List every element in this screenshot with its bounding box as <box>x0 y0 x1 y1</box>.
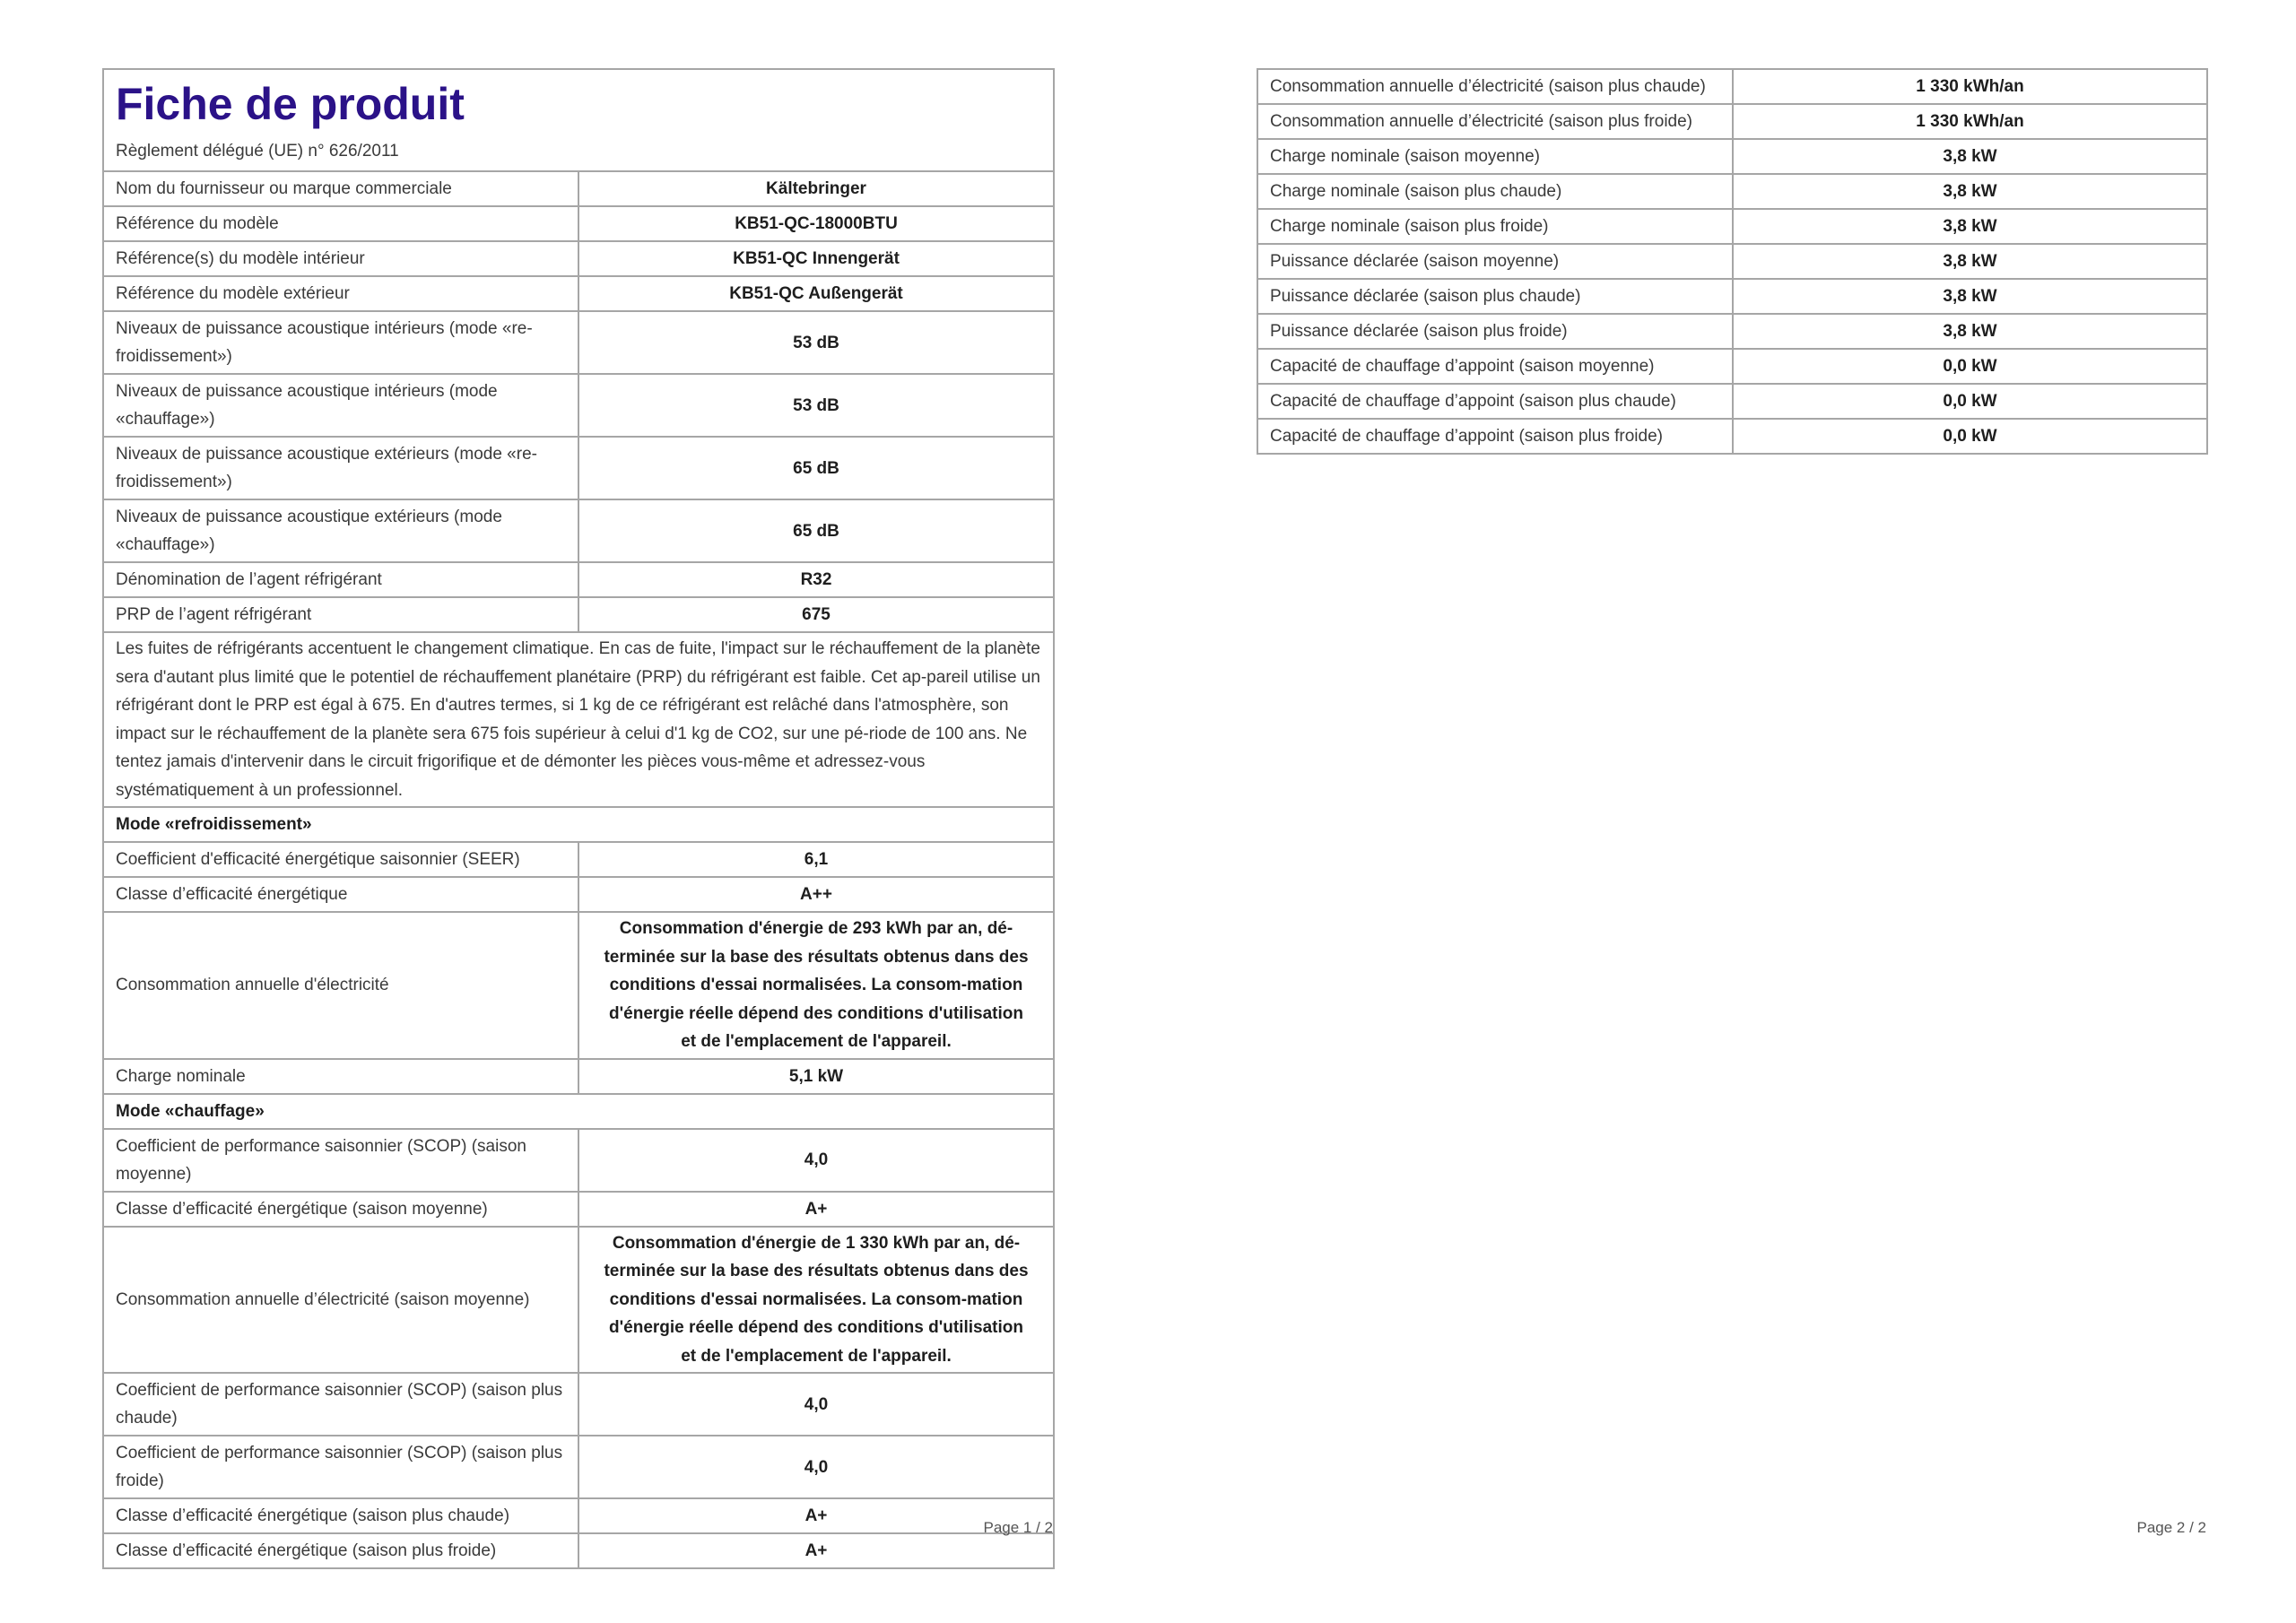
row-label: Niveaux de puissance acoustique extérieurs (mode «chauffage») <box>103 499 578 562</box>
row-value: 53 dB <box>578 374 1054 437</box>
table-row <box>103 1533 1054 1568</box>
row-value: KB51-QC-18000BTU <box>578 206 1054 241</box>
table-row <box>1257 314 2207 349</box>
row-value: 3,8 kW <box>1733 244 2207 279</box>
row-value: 65 dB <box>578 437 1054 499</box>
row-label: Charge nominale (saison plus froide) <box>1257 209 1733 244</box>
section-heading-heating: Mode «chauffage» <box>103 1094 1054 1129</box>
row-value: 675 <box>578 597 1054 632</box>
table-row <box>1257 209 2207 244</box>
row-value: 3,8 kW <box>1733 314 2207 349</box>
row-value: 4,0 <box>578 1436 1054 1498</box>
row-label: Consommation annuelle d’électricité (saison moyenne) <box>103 1227 578 1374</box>
table-row <box>103 1373 1054 1436</box>
row-value: 4,0 <box>578 1129 1054 1192</box>
table-row <box>103 1498 1054 1533</box>
table-row <box>103 842 1054 877</box>
row-label: Référence(s) du modèle intérieur <box>103 241 578 276</box>
row-label: Charge nominale (saison moyenne) <box>1257 139 1733 174</box>
table-row <box>103 499 1054 562</box>
header-cell <box>103 69 1054 171</box>
row-label: Classe d’efficacité énergétique (saison moyenne) <box>103 1192 578 1227</box>
row-value: 6,1 <box>578 842 1054 877</box>
row-label: Capacité de chauffage d’appoint (saison moyenne) <box>1257 349 1733 384</box>
regulation-reference: Règlement délégué (UE) n° 626/2011 <box>116 142 399 161</box>
table-row <box>1257 419 2207 454</box>
table-row <box>1257 279 2207 314</box>
table-row <box>1257 244 2207 279</box>
row-label: Niveaux de puissance acoustique extérieurs (mode «re-froidissement») <box>103 437 578 499</box>
row-value: A++ <box>578 877 1054 912</box>
row-label: Coefficient de performance saisonnier (SCOP) (saison plus froide) <box>103 1436 578 1498</box>
product-sheet-table-page-1 <box>102 68 1055 1569</box>
page-title: Fiche de produit <box>116 79 465 129</box>
table-row <box>1257 69 2207 104</box>
table-row <box>103 1436 1054 1498</box>
table-row <box>103 311 1054 374</box>
section-row <box>103 1094 1054 1129</box>
row-label: Consommation annuelle d’électricité (saison plus chaude) <box>1257 69 1733 104</box>
row-label: Référence du modèle <box>103 206 578 241</box>
table-row <box>1257 384 2207 419</box>
table-row <box>1257 174 2207 209</box>
row-value: 3,8 kW <box>1733 174 2207 209</box>
table-row <box>103 276 1054 311</box>
row-value: A+ <box>578 1533 1054 1568</box>
table-row <box>103 437 1054 499</box>
row-value: 0,0 kW <box>1733 419 2207 454</box>
row-value: 0,0 kW <box>1733 349 2207 384</box>
page-number: Page 2 / 2 <box>2136 1519 2206 1536</box>
section-heading-cooling: Mode «refroidissement» <box>103 807 1054 842</box>
row-label: Coefficient de performance saisonnier (SCOP) (saison plus chaude) <box>103 1373 578 1436</box>
row-value: 5,1 kW <box>578 1059 1054 1094</box>
product-sheet-table-page-2 <box>1257 68 2208 455</box>
row-value: A+ <box>578 1498 1054 1533</box>
table-row <box>103 374 1054 437</box>
table-row <box>103 632 1054 807</box>
row-label: Capacité de chauffage d’appoint (saison plus chaude) <box>1257 384 1733 419</box>
table-row <box>103 1059 1054 1094</box>
table-row <box>103 241 1054 276</box>
row-label: Coefficient d'efficacité énergétique saisonnier (SEER) <box>103 842 578 877</box>
row-value: 3,8 kW <box>1733 279 2207 314</box>
table-row <box>103 1192 1054 1227</box>
row-value: 65 dB <box>578 499 1054 562</box>
table-row <box>103 597 1054 632</box>
row-label: Puissance déclarée (saison plus chaude) <box>1257 279 1733 314</box>
row-value: 4,0 <box>578 1373 1054 1436</box>
row-label: Niveaux de puissance acoustique intérieurs (mode «re-froidissement») <box>103 311 578 374</box>
row-label: Charge nominale <box>103 1059 578 1094</box>
row-value: 3,8 kW <box>1733 209 2207 244</box>
row-value: 1 330 kWh/an <box>1733 104 2207 139</box>
table-row <box>103 206 1054 241</box>
table-row <box>103 171 1054 206</box>
row-label: Consommation annuelle d'électricité <box>103 912 578 1059</box>
row-label: Classe d’efficacité énergétique (saison plus chaude) <box>103 1498 578 1533</box>
table-row <box>103 1227 1054 1374</box>
row-value: 3,8 kW <box>1733 139 2207 174</box>
row-label: Puissance déclarée (saison moyenne) <box>1257 244 1733 279</box>
row-value: Kältebringer <box>578 171 1054 206</box>
row-value: Consommation d'énergie de 293 kWh par an, dé-terminée sur la base des résultats obtenus dans des conditions d'essai normalisées. La consom-mation d'énergie réelle dépend des conditions d'utilisation et de l'emplacement de l'appareil. <box>578 912 1054 1059</box>
row-label: Coefficient de performance saisonnier (SCOP) (saison moyenne) <box>103 1129 578 1192</box>
row-label: Référence du modèle extérieur <box>103 276 578 311</box>
row-value: KB51-QC Innengerät <box>578 241 1054 276</box>
row-value: KB51-QC Außengerät <box>578 276 1054 311</box>
row-value: 0,0 kW <box>1733 384 2207 419</box>
row-label: Classe d’efficacité énergétique <box>103 877 578 912</box>
row-label: Classe d’efficacité énergétique (saison plus froide) <box>103 1533 578 1568</box>
row-value: 53 dB <box>578 311 1054 374</box>
table-row <box>103 1129 1054 1192</box>
refrigerant-note: Les fuites de réfrigérants accentuent le changement climatique. En cas de fuite, l'impact sur le réchauffement de la planète sera d'autant plus limité que le potentiel de réchauffement planétaire (PRP) du réfrigérant est faible. Cet ap-pareil utilise un réfrigérant dont le PRP est égal à 675. En d'autres termes, si 1 kg de ce réfrigérant est relâché dans l'atmosphère, son impact sur le réchauffement de la planète sera 675 fois supérieur à celui d'1 kg de CO2, sur une pé-riode de 100 ans. Ne tentez jamais d'intervenir dans le circuit frigorifique et de démonter les pièces vous-même et adressez-vous systématiquement à un professionnel. <box>103 632 1054 807</box>
row-value: A+ <box>578 1192 1054 1227</box>
table-row <box>103 562 1054 597</box>
table-row <box>1257 104 2207 139</box>
row-value: Consommation d'énergie de 1 330 kWh par an, dé-terminée sur la base des résultats obtenus dans des conditions d'essai normalisées. La consom-mation d'énergie réelle dépend des conditions d'utilisation et de l'emplacement de l'appareil. <box>578 1227 1054 1374</box>
table-row <box>103 912 1054 1059</box>
row-label: Niveaux de puissance acoustique intérieurs (mode «chauffage») <box>103 374 578 437</box>
row-value: R32 <box>578 562 1054 597</box>
table-row <box>1257 349 2207 384</box>
table-row <box>103 877 1054 912</box>
page-number: Page 1 / 2 <box>983 1519 1053 1536</box>
row-label: PRP de l’agent réfrigérant <box>103 597 578 632</box>
row-value: 1 330 kWh/an <box>1733 69 2207 104</box>
row-label: Capacité de chauffage d’appoint (saison plus froide) <box>1257 419 1733 454</box>
section-row <box>103 807 1054 842</box>
row-label: Dénomination de l’agent réfrigérant <box>103 562 578 597</box>
row-label: Consommation annuelle d’électricité (saison plus froide) <box>1257 104 1733 139</box>
row-label: Charge nominale (saison plus chaude) <box>1257 174 1733 209</box>
row-label: Nom du fournisseur ou marque commerciale <box>103 171 578 206</box>
table-row <box>1257 139 2207 174</box>
row-label: Puissance déclarée (saison plus froide) <box>1257 314 1733 349</box>
